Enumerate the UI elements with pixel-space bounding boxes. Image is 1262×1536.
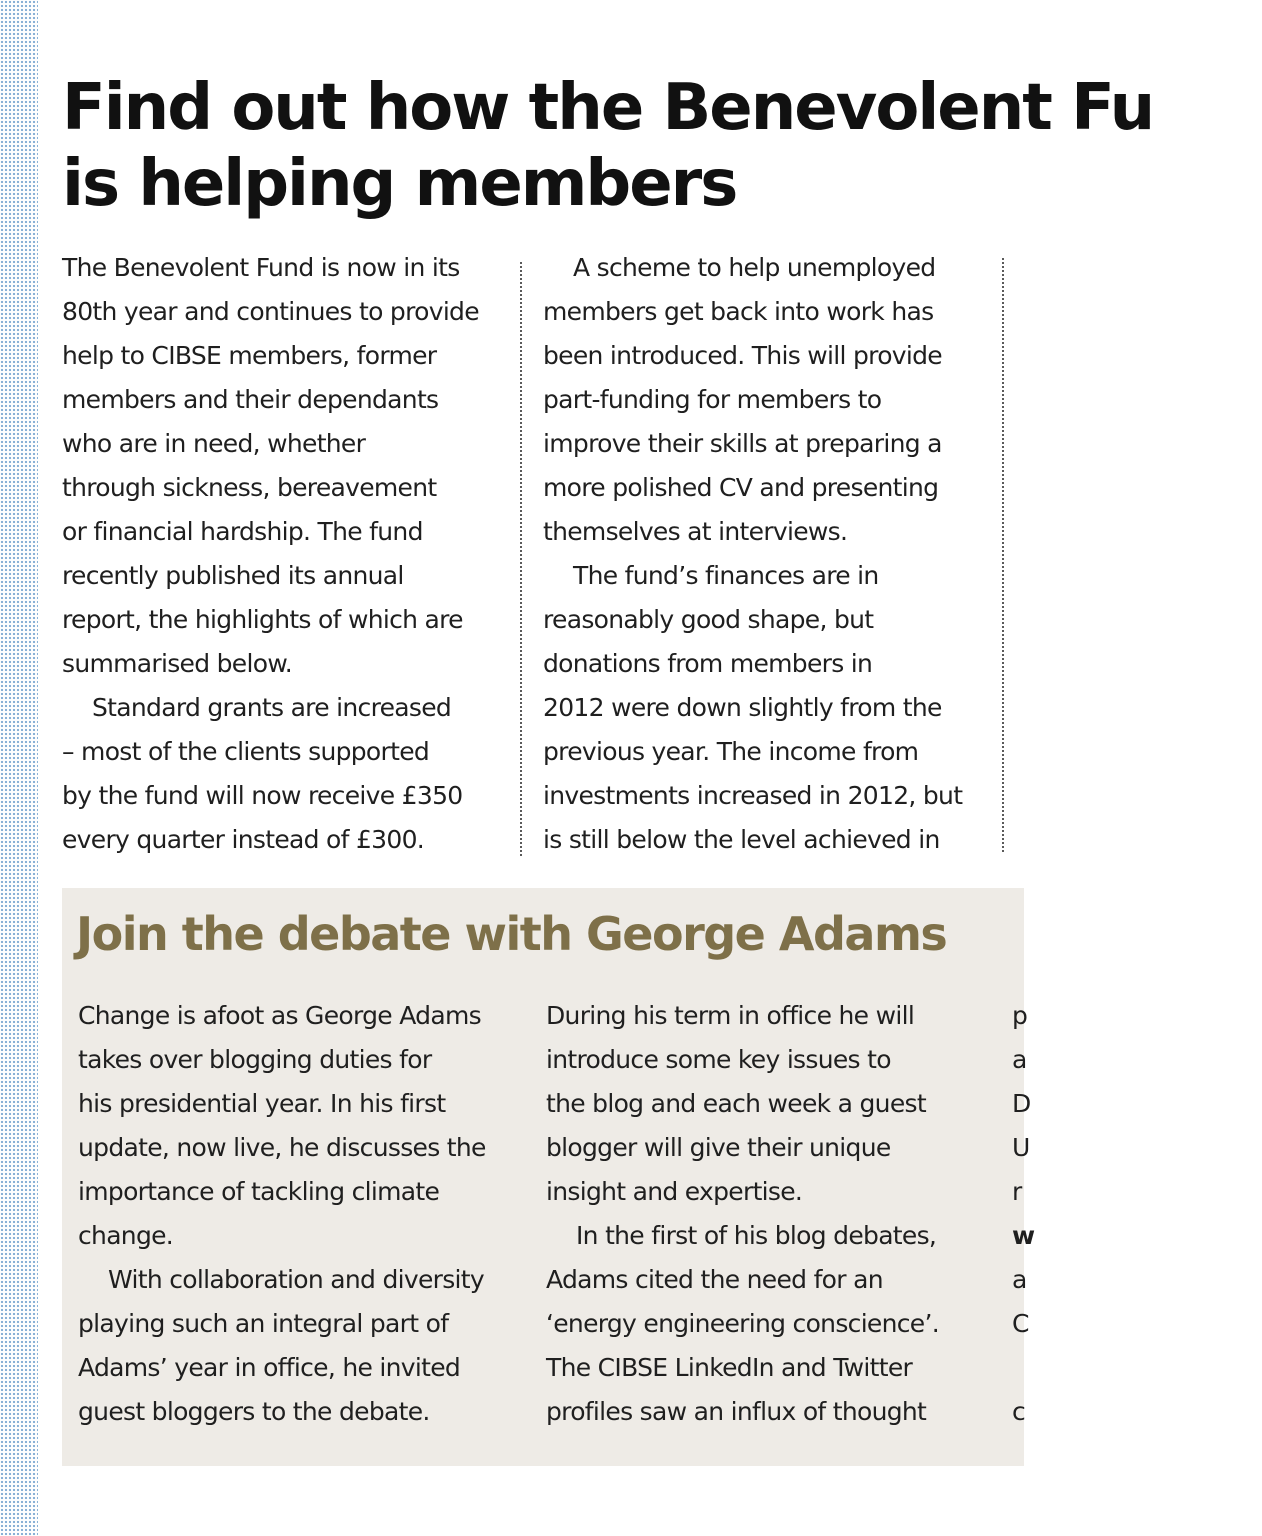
article-column-1 [62, 246, 512, 862]
sidebar-box [62, 888, 1035, 1466]
text-line: through sickness, bereavement [62, 473, 437, 502]
text-line: summarised below. [62, 649, 293, 678]
headline-line: is helping members [62, 147, 737, 221]
text-line: improve their skills at preparing a [543, 429, 942, 458]
text-line [1012, 1346, 1052, 1390]
text-line: members get back into work has [543, 297, 934, 326]
text-line: The Benevolent Fund is now in its [62, 253, 460, 282]
text-line: importance of tackling climate [78, 1177, 440, 1206]
text-line: takes over blogging duties for [78, 1045, 432, 1074]
text-line: recently published its annual [62, 561, 404, 590]
text-line: The fund’s finances are in [573, 561, 879, 590]
text-line: by the fund will now receive £350 [62, 781, 463, 810]
text-line: 80th year and continues to provide [62, 297, 479, 326]
headline-line: Find out how the Benevolent Fu [62, 71, 1154, 145]
decorative-dot-strip [0, 0, 38, 1536]
text-line: been introduced. This will provide [543, 341, 942, 370]
text-line: insight and expertise. [546, 1177, 803, 1206]
sidebar-box-title: Join the debate with George Adams [76, 907, 947, 961]
text-line: more polished CV and presenting [543, 473, 939, 502]
text-line: profiles saw an influx of thought [546, 1397, 927, 1426]
text-line: Adams’ year in office, he invited [78, 1353, 461, 1382]
text-line: help to CIBSE members, former [62, 341, 437, 370]
page-headline [62, 70, 1262, 222]
text-line: blogger will give their unique [546, 1133, 891, 1162]
text-line: U [1012, 1133, 1030, 1162]
text-line: w [1012, 1221, 1035, 1250]
text-line: A scheme to help unemployed [573, 253, 936, 282]
text-line: update, now live, he discusses the [78, 1133, 486, 1162]
text-line: In the first of his blog debates, [576, 1221, 937, 1250]
text-line: the blog and each week a guest [546, 1089, 926, 1118]
text-line: every quarter instead of £300. [62, 825, 425, 854]
text-line: or financial hardship. The fund [62, 517, 423, 546]
text-line: who are in need, whether [62, 429, 366, 458]
text-line: – most of the clients supported [62, 737, 430, 766]
text-line: The CIBSE LinkedIn and Twitter [546, 1353, 913, 1382]
text-line: part-funding for members to [543, 385, 882, 414]
text-line: Adams cited the need for an [546, 1265, 883, 1294]
text-line: r [1012, 1177, 1022, 1206]
text-line: investments increased in 2012, but [543, 781, 963, 810]
text-line: p [1012, 1001, 1028, 1030]
column-divider [520, 262, 522, 856]
column-divider [1002, 258, 1004, 852]
text-line: report, the highlights of which are [62, 605, 463, 634]
text-line: playing such an integral part of [78, 1309, 449, 1338]
text-line: During his term in office he will [546, 1001, 915, 1030]
text-line: D [1012, 1089, 1031, 1118]
sidebar-column-1 [78, 994, 486, 1434]
text-line: donations from members in [543, 649, 873, 678]
text-line: C [1012, 1309, 1029, 1338]
text-line: Standard grants are increased [92, 693, 452, 722]
text-line: c [1012, 1397, 1026, 1426]
text-line: 2012 were down slightly from the [543, 693, 942, 722]
text-line: his presidential year. In his first [78, 1089, 446, 1118]
text-line: introduce some key issues to [546, 1045, 891, 1074]
text-line: themselves at interviews. [543, 517, 848, 546]
text-line: With collaboration and diversity [108, 1265, 484, 1294]
sidebar-column-2 [546, 994, 939, 1434]
text-line: guest bloggers to the debate. [78, 1397, 430, 1426]
text-line: change. [78, 1221, 174, 1250]
article-column-2 [543, 246, 993, 862]
text-line: members and their dependants [62, 385, 439, 414]
text-line: previous year. The income from [543, 737, 919, 766]
sidebar-column-3 [1012, 994, 1052, 1434]
text-line: is still below the level achieved in [543, 825, 940, 854]
text-line: a [1012, 1045, 1027, 1074]
text-line: Change is afoot as George Adams [78, 1001, 481, 1030]
text-line: reasonably good shape, but [543, 605, 874, 634]
text-line: ‘energy engineering conscience’. [546, 1309, 939, 1338]
text-line: a [1012, 1265, 1027, 1294]
